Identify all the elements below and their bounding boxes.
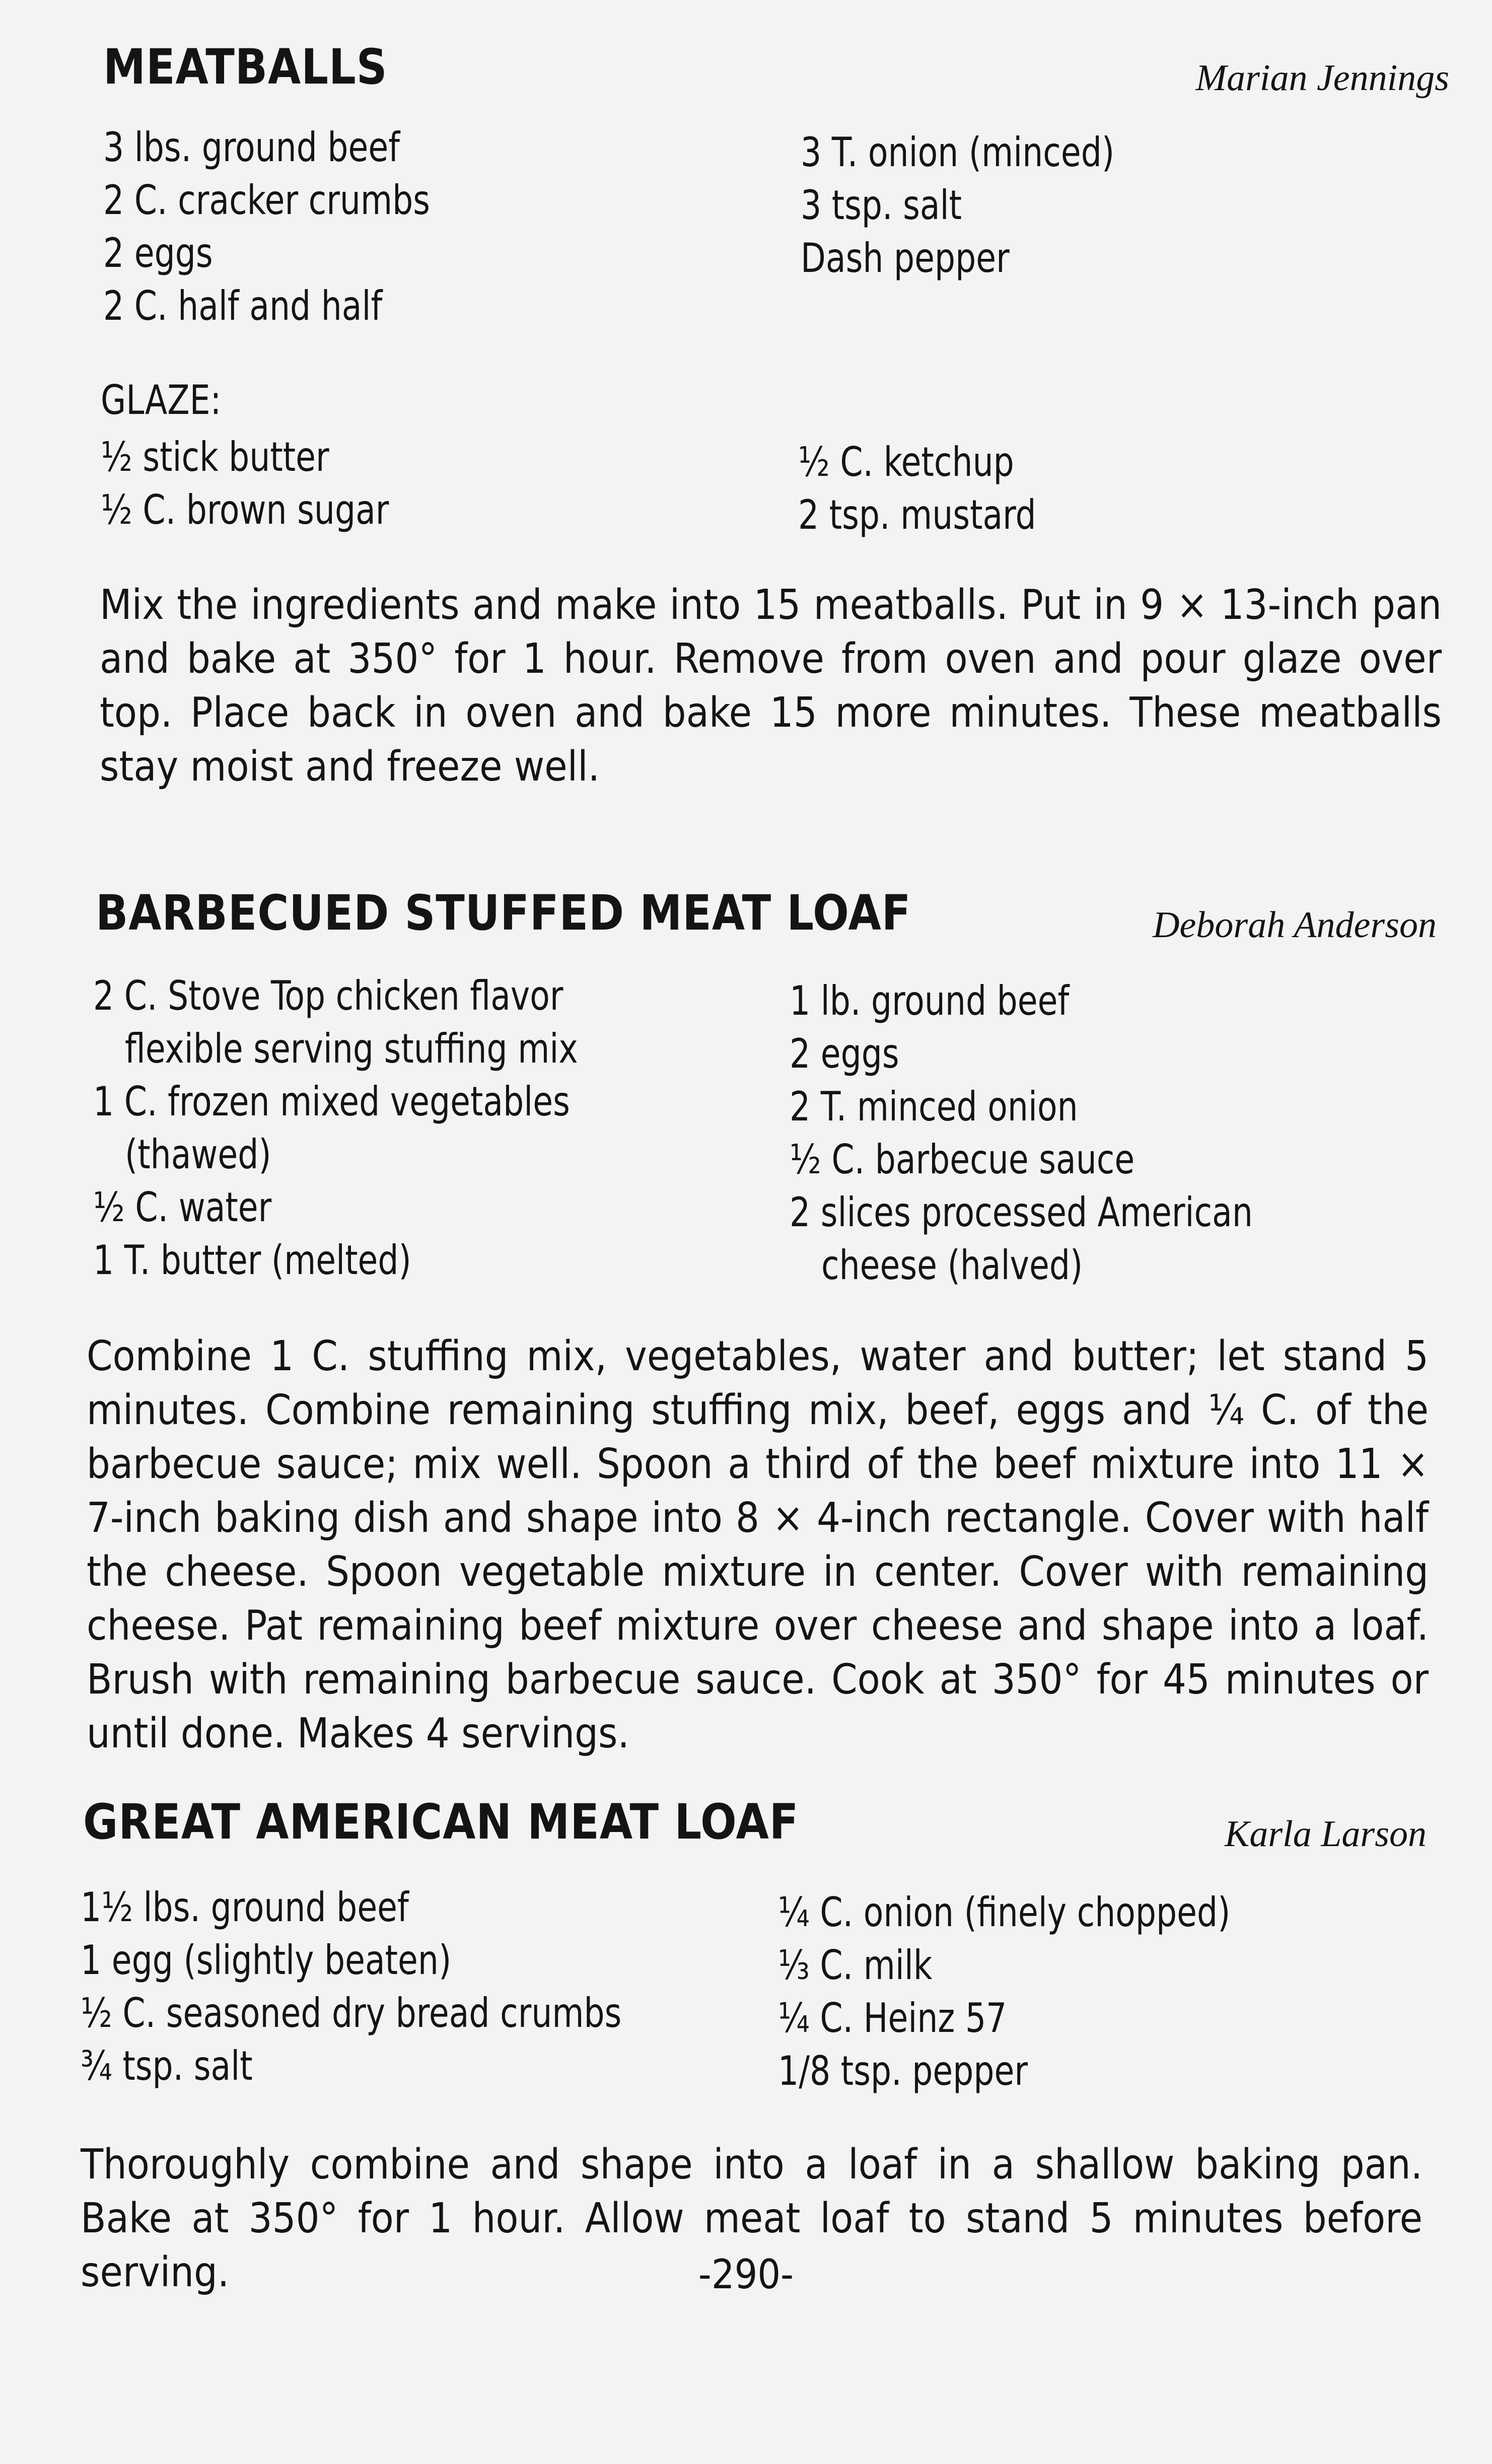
ingredient: 3 lbs. ground beef — [103, 124, 400, 171]
ingredient-list-right — [801, 126, 1149, 285]
recipe-directions: Mix the ingredients and make into 15 meatballs. Put in 9 × 13-inch pan and bake at 350° for 1 hour. Remove from oven and pour glaze over top. Place back in oven and bake 15 more minutes. These meatballs stay moist and freeze well. — [100, 581, 1442, 791]
recipe-author: Karla Larson — [1225, 1813, 1427, 1855]
ingredient: flexible serving stuffing mix — [125, 1025, 578, 1072]
ingredient: (thawed) — [125, 1131, 271, 1178]
ingredient: Dash pepper — [801, 235, 1010, 281]
ingredient: 1 lb. ground beef — [790, 977, 1070, 1024]
ingredient: ⅓ C. milk — [778, 1942, 933, 1989]
ingredient: 1 T. butter (melted) — [93, 1237, 411, 1284]
ingredient: 1/8 tsp. pepper — [778, 2048, 1028, 2094]
ingredient: 2 C. half and half — [103, 283, 383, 329]
ingredient: ½ C. water — [93, 1184, 272, 1231]
ingredient: 1 C. frozen mixed vegetables — [93, 1078, 570, 1125]
ingredient-list-left — [93, 969, 632, 1287]
recipe-directions: Combine 1 C. stuffing mix, vegetables, water and butter; let stand 5 minutes. Combine remaining stuffing mix, beef, eggs and ¼ C. of the barbecue sauce; mix well. Spoon a third of the beef mixture into 11 × 7-inch baking dish and shape into 8 × 4-inch rectangle. Cover with half the cheese. Spoon vegetable mixture in center. Cover with remaining cheese. Pat remaining beef mixture over cheese and shape into a loaf. Brush with remaining barbecue sauce. Cook at 350° for 45 minutes or until done. Makes 4 servings. — [87, 1332, 1429, 1757]
recipe-title: BARBECUED STUFFED MEAT LOAF — [96, 885, 911, 941]
ingredient: 2 slices processed American — [790, 1189, 1253, 1236]
ingredient: 2 tsp. mustard — [798, 491, 1036, 538]
recipe-author: Deborah Anderson — [1153, 904, 1437, 946]
ingredient: 2 eggs — [103, 230, 213, 276]
ingredient: 2 T. minced onion — [790, 1083, 1078, 1130]
ingredient: 3 tsp. salt — [801, 182, 962, 229]
glaze-list-right — [798, 436, 1062, 541]
recipe-title: GREAT AMERICAN MEAT LOAF — [83, 1794, 799, 1850]
ingredient: ½ C. barbecue sauce — [790, 1136, 1135, 1183]
ingredient: ½ C. seasoned dry bread crumbs — [81, 1990, 622, 2036]
recipe-directions: Thoroughly combine and shape into a loaf in a shallow baking pan. Bake at 350° for 1 hour. Allow meat loaf to stand 5 minutes before serving. — [81, 2141, 1423, 2296]
glaze-heading: GLAZE: — [101, 377, 222, 424]
glaze-list-left — [101, 431, 421, 536]
ingredient: ½ C. ketchup — [798, 439, 1014, 485]
ingredient: ¼ C. onion (finely chopped) — [778, 1889, 1231, 1936]
ingredient: ½ stick butter — [101, 434, 329, 480]
ingredient: 1 egg (slightly beaten) — [81, 1937, 452, 1984]
recipe-title: MEATBALLS — [103, 39, 388, 95]
ingredient-list-left — [81, 1881, 682, 2092]
ingredient: 2 C. cracker crumbs — [103, 177, 430, 224]
ingredient: ¼ C. Heinz 57 — [778, 1995, 1007, 2041]
ingredient-list-right — [790, 974, 1304, 1292]
ingredient-list-right — [778, 1886, 1281, 2097]
ingredient: cheese (halved) — [821, 1242, 1083, 1289]
ingredient: ½ C. brown sugar — [101, 486, 389, 533]
ingredient: 3 T. onion (minced) — [801, 129, 1115, 176]
ingredient-list-left — [103, 121, 466, 332]
ingredient: 2 eggs — [790, 1030, 899, 1077]
page-number: -290- — [698, 2251, 794, 2298]
ingredient: ¾ tsp. salt — [81, 2043, 253, 2089]
ingredient: 2 C. Stove Top chicken flavor — [93, 972, 563, 1019]
ingredient: 1½ lbs. ground beef — [81, 1884, 409, 1931]
recipe-author: Marian Jennings — [1195, 57, 1449, 99]
